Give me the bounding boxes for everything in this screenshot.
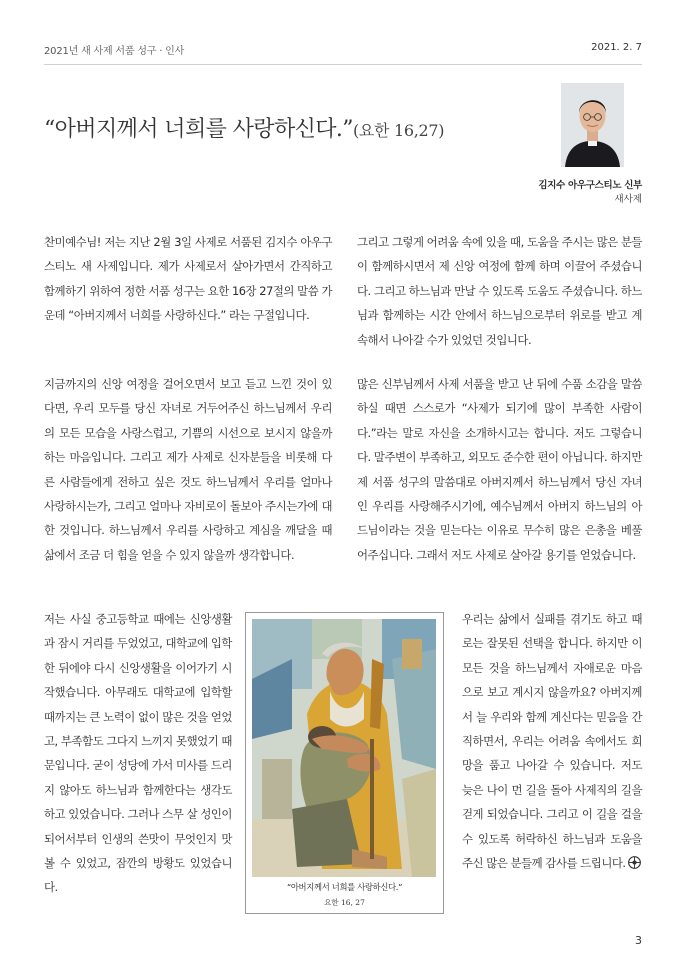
header-section-title: 2021년 새 사제 서품 성구 · 인사 xyxy=(44,46,185,57)
figure-caption-quote: “아버지께서 너희를 사랑하신다.” xyxy=(286,882,403,892)
prodigal-son-painting xyxy=(252,619,436,877)
paragraph-3: 그리고 그렇게 어려움 속에 있을 때, 도움을 주시는 많은 분들이 함께하시면서 제 신앙 여정에 함께 하며 이끌어 주셨습니다. 그리고 하느님과 만날 수 있도록 도움도 주셨습니다. 하느님과 함께하는 시간 안에서 하느님으로부터 위로를 받고 계속해서 나아갈 수가 있었던 것입니다. xyxy=(357,235,642,347)
page-number: 3 xyxy=(635,934,642,947)
title-reference: (요한 16,27) xyxy=(352,121,445,140)
paragraph-4: 많은 신부님께서 사제 서품을 받고 난 뒤에 수품 소감을 말씀하실 때면 스스로가 “사제가 되기에 많이 부족한 사람이다.”라는 말로 자신을 소개하시고는 합니다. 저도 그렇습니다. 말주변이 부족하고, 외모도 준수한 편이 아닙니다. 하지만 제 서품 성구의 말씀대로 아버지께서 하느님께서 당신 자녀인 우리를 사랑해주시기에, 예수님께서 아버지 하느님의 아드님이라는 것을 믿는다는 이유로 무수히 많은 은총을 베풀어주십니다. 그래서 저도 사제로 살아갈 용기를 얻었습니다. xyxy=(357,377,642,562)
paragraph-6 xyxy=(462,607,642,875)
paragraph-2: 지금까지의 신앙 여정을 걸어오면서 보고 듣고 느낀 것이 있다면, 우리 모두를 당신 자녀로 거두어주신 하느님께서 우리의 모든 모습을 사랑스럽고, 기쁨의 시선으로 보시지 않을까 하는 마음입니다. 그리고 제가 사제로 신자분들을 비롯해 다른 사람들에게 전하고 싶은 것도 하느님께서 우리를 얼마나 사랑하시는가, 그리고 얼마나 자비로이 돌보아 주시는가에 대한 것입니다. 하느님께서 우리를 사랑하고 계심을 깨달을 때 삶에서 조금 더 힘을 얻을 수 있지 않을까 생각합니다. xyxy=(44,377,332,562)
paragraph-5: 저는 사실 중고등학교 때에는 신앙생활과 잠시 거리를 두었었고, 대학교에 입학한 뒤에야 다시 신앙생활을 이어가기 시작했습니다. 아무래도 대학교에 입학할 때까지는 큰 노력이 없이 많은 것을 얻었고, 부족함도 그다지 느끼지 못했었기 때문입니다. 굳이 성당에 가서 미사를 드리지 않아도 하느님과 함께한다는 생각도 하고 있었습니다. 그러나 스무 살 성인이 되어서부터 인생의 쓴맛이 무엇인지 맛볼 수 있었고, 잠깐의 방황도 있었습니다. xyxy=(44,612,232,895)
author-photo xyxy=(561,83,624,167)
title-quote: “아버지께서 너희를 사랑하신다.” xyxy=(44,117,353,142)
end-mark-icon xyxy=(628,856,641,869)
author-role: 새사제 xyxy=(614,194,642,205)
author-name: 김지수 아우구스티노 신부 xyxy=(538,180,642,191)
header-divider xyxy=(44,64,642,65)
painting-figure xyxy=(245,612,444,914)
page-title xyxy=(44,112,444,143)
paragraph-6-text: 우리는 삶에서 실패를 겪기도 하고 때로는 잘못된 선택을 합니다. 하지만 이 모든 것을 하느님께서 자애로운 마음으로 보고 계시지 않을까요? 아버지께서 늘 우리와 함께 계신다는 믿음을 간직하면서, 우리는 어려움 속에서도 희망을 품고 나아갈 수 있습니다. 저도 늦은 나이 먼 길을 돌아 사제직의 길을 걷게 되었습니다. 그리고 이 길을 걸을 수 있도록 허락하신 하느님과 도움을 주신 많은 분들께 감사를 드립니다. xyxy=(462,612,642,871)
header-date: 2021. 2. 7 xyxy=(591,42,642,53)
figure-caption-reference: 요한 16, 27 xyxy=(324,898,365,907)
paragraph-1: 찬미예수님! 저는 지난 2월 3일 사제로 서품된 김지수 아우구스티노 새 사제입니다. 제가 사제로서 살아가면서 간직하고 함께하기 위하여 정한 서품 성구는 요한 16장 27절의 말씀 가운데 “아버지께서 너희를 사랑하신다.” 라는 구절입니다. xyxy=(44,235,332,323)
